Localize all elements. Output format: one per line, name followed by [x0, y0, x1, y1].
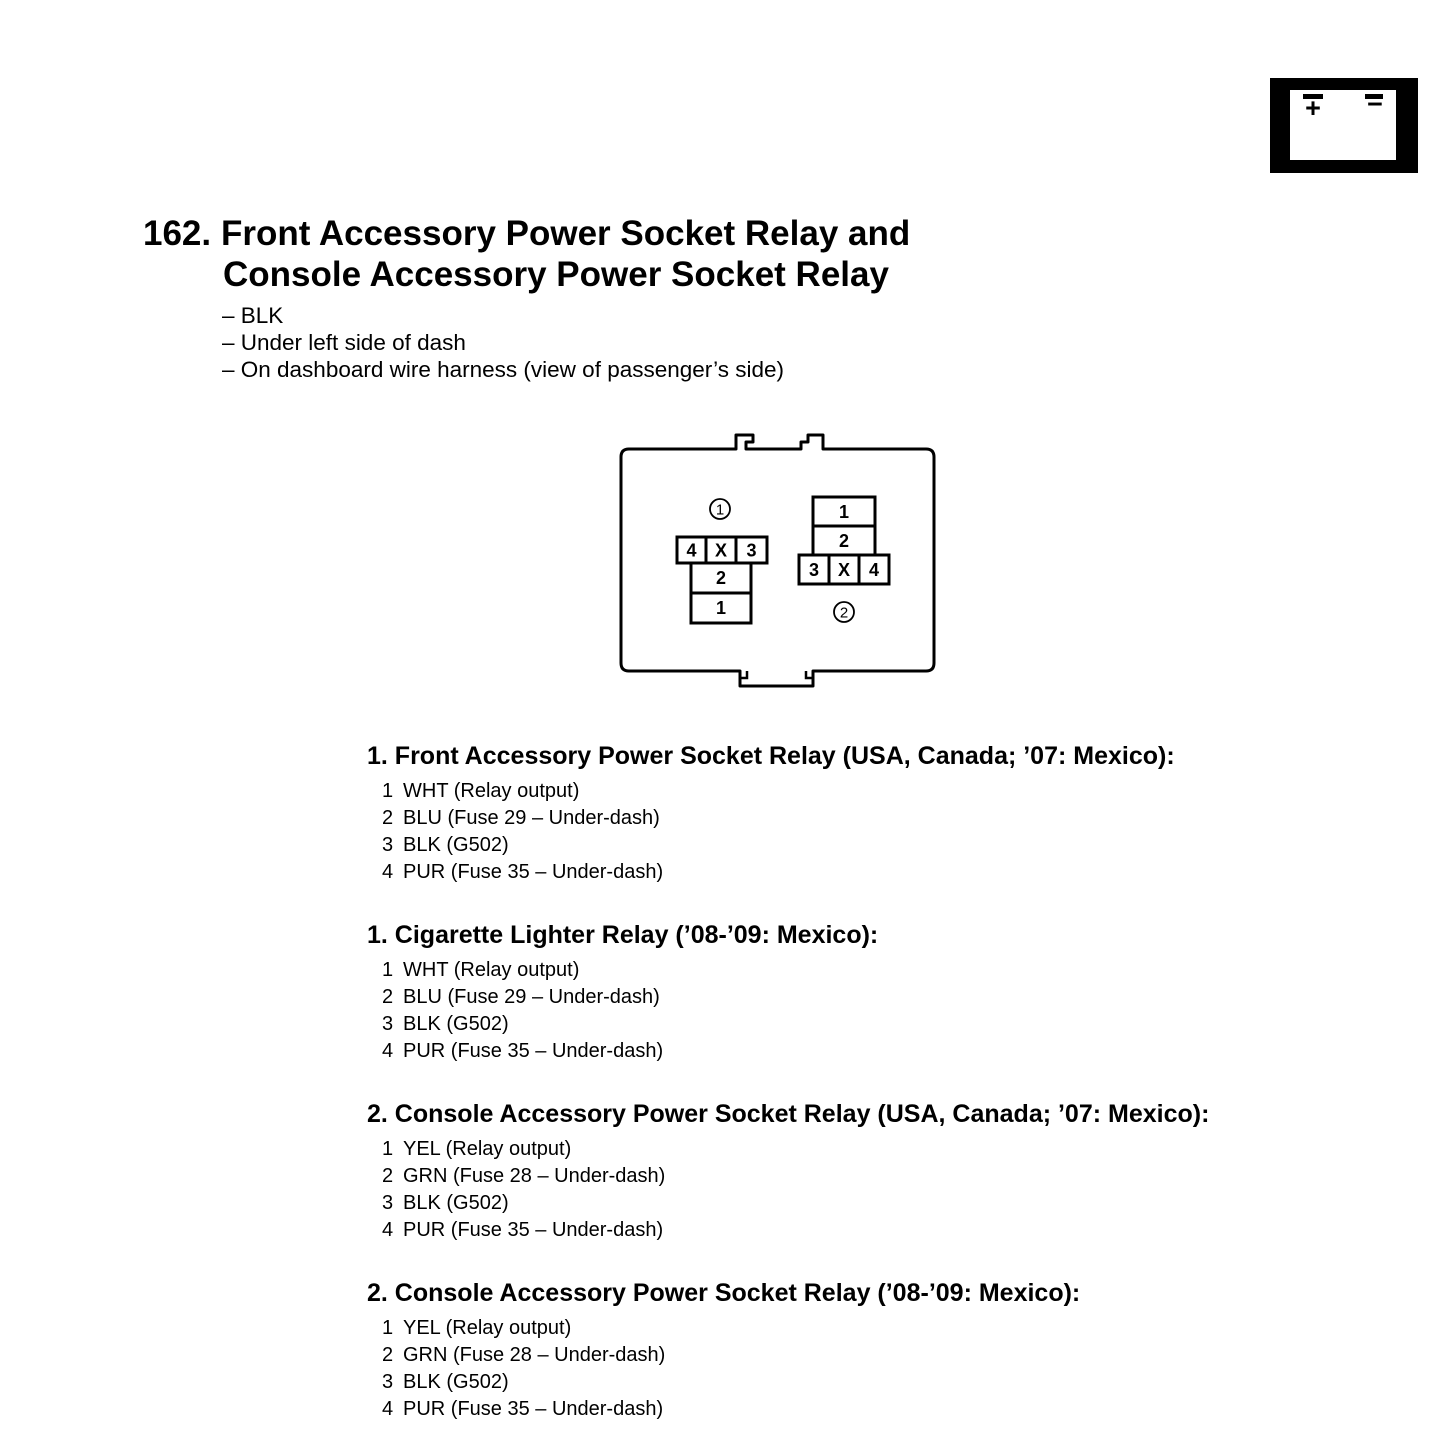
section-heading: 2. Console Accessory Power Socket Relay (’08-’09: Mexico):: [367, 1279, 1081, 1307]
pin-number: 2: [382, 807, 394, 829]
detail-location: – Under left side of dash: [222, 330, 466, 355]
wire-description: BLU (Fuse 29 – Under-dash): [403, 986, 660, 1008]
pin-row: [382, 1315, 1080, 1342]
pin-number: 1: [382, 959, 394, 981]
wire-description: PUR (Fuse 35 – Under-dash): [403, 1040, 664, 1062]
pin-number: 2: [382, 1165, 394, 1187]
pin-row: [382, 1396, 1080, 1423]
connector-details: [222, 302, 784, 383]
section-heading: 2. Console Accessory Power Socket Relay (USA, Canada; ’07: Mexico):: [367, 1100, 1210, 1128]
connector-2-pin-3: 3: [808, 560, 820, 580]
pin-list: [367, 957, 878, 1065]
section-heading: 1. Front Accessory Power Socket Relay (USA, Canada; ’07: Mexico):: [367, 742, 1175, 770]
title-line-1: Front Accessory Power Socket Relay and: [221, 214, 911, 253]
pin-row: [382, 1136, 1209, 1163]
wire-description: GRN (Fuse 28 – Under-dash): [403, 1165, 666, 1187]
page-title: [221, 213, 910, 295]
pinout-section-front-accessory: [367, 741, 1175, 886]
pin-row: [382, 1038, 878, 1065]
connector-1-label: 1: [715, 501, 725, 519]
section-number: 162.: [143, 214, 212, 253]
pin-row: [382, 1369, 1080, 1396]
wire-description: WHT (Relay output): [403, 780, 580, 802]
pin-row: [382, 805, 1175, 832]
pin-row: [382, 1342, 1080, 1369]
pin-number: 4: [382, 1398, 394, 1420]
wire-description: YEL (Relay output): [403, 1317, 572, 1339]
pin-row: [382, 859, 1175, 886]
pin-row: [382, 1217, 1209, 1244]
connector-2-pin-1: 1: [838, 502, 850, 522]
wire-description: BLK (G502): [403, 1013, 509, 1035]
pin-row: [382, 1190, 1209, 1217]
connector-2-pin-2: 2: [838, 531, 850, 551]
title-line-2: Console Accessory Power Socket Relay: [223, 255, 889, 294]
pin-list: [367, 1136, 1209, 1244]
pin-number: 1: [382, 1138, 394, 1160]
pin-number: 3: [382, 834, 394, 856]
pin-number: 2: [382, 986, 394, 1008]
wire-description: BLK (G502): [403, 1192, 509, 1214]
pin-number: 4: [382, 1040, 394, 1062]
pin-row: [382, 1011, 878, 1038]
wire-description: YEL (Relay output): [403, 1138, 572, 1160]
connector-2-pin-4: 4: [868, 560, 880, 580]
pin-row: [382, 1163, 1209, 1190]
pinout-section-cigarette-lighter: [367, 920, 878, 1065]
connector-diagram: [610, 425, 950, 695]
pin-number: 2: [382, 1344, 394, 1366]
pin-row: [382, 778, 1175, 805]
pin-row: [382, 832, 1175, 859]
section-heading: 1. Cigarette Lighter Relay (’08-’09: Mexico):: [367, 921, 879, 949]
wire-description: BLK (G502): [403, 834, 509, 856]
wire-description: PUR (Fuse 35 – Under-dash): [403, 1219, 664, 1241]
pinout-section-console-accessory: [367, 1099, 1209, 1244]
connector-1-cavity-x: X: [714, 540, 728, 561]
pin-number: 1: [382, 780, 394, 802]
wire-description: GRN (Fuse 28 – Under-dash): [403, 1344, 666, 1366]
pin-number: 3: [382, 1371, 394, 1393]
battery-minus-sign: −: [1367, 89, 1383, 119]
pin-row: [382, 957, 878, 984]
detail-harness: – On dashboard wire harness (view of passenger’s side): [222, 357, 784, 382]
battery-plus-sign: +: [1305, 93, 1321, 123]
pin-list: [367, 1315, 1080, 1423]
connector-2-label: 2: [839, 604, 849, 622]
pin-number: 1: [382, 1317, 394, 1339]
connector-1-pin-3: 3: [746, 540, 757, 561]
connector-1-pin-1: 1: [715, 598, 727, 618]
pin-row: [382, 984, 878, 1011]
pinout-section-console-accessory-mexico: [367, 1278, 1080, 1423]
connector-2-cavity-x: X: [837, 560, 851, 580]
detail-color: – BLK: [222, 303, 284, 328]
wire-description: BLK (G502): [403, 1371, 509, 1393]
wire-description: BLU (Fuse 29 – Under-dash): [403, 807, 660, 829]
wire-description: WHT (Relay output): [403, 959, 580, 981]
battery-icon: [1270, 78, 1418, 173]
wire-description: PUR (Fuse 35 – Under-dash): [403, 861, 664, 883]
connector-1-pin-4: 4: [686, 540, 697, 561]
wire-description: PUR (Fuse 35 – Under-dash): [403, 1398, 664, 1420]
pin-list: [367, 778, 1175, 886]
pin-number: 4: [382, 1219, 394, 1241]
pin-number: 3: [382, 1192, 394, 1214]
connector-1-pin-2: 2: [715, 568, 727, 588]
pin-number: 3: [382, 1013, 394, 1035]
pin-number: 4: [382, 861, 394, 883]
